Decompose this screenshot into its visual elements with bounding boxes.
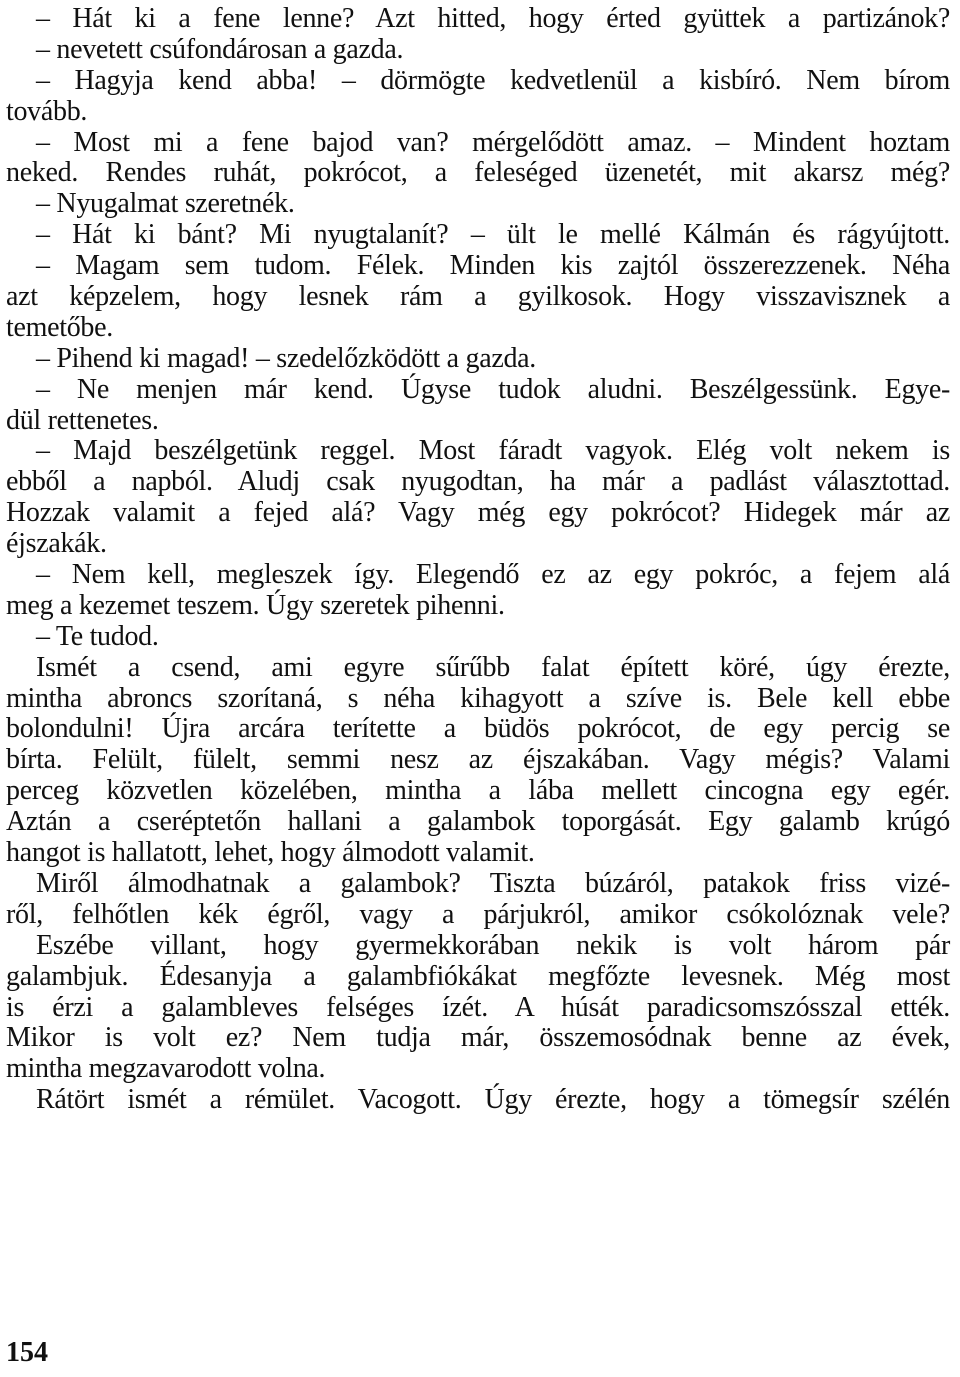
body-text xyxy=(6,4,950,1116)
text-line: Rátört ismét a rémület. Vacogott. Úgy érezte, hogy a tömegsír szélén xyxy=(36,1084,950,1116)
text-line: – nevetett csúfondárosan a gazda. xyxy=(36,33,404,65)
text-line: – Pihend ki magad! – szedelőzködött a gazda. xyxy=(36,342,536,374)
page-number: 154 xyxy=(6,1337,48,1368)
text-line: perceg közvetlen közelében, mintha a lába mellett cincogna egy egér. xyxy=(6,775,950,807)
text-line: Mikor is volt ez? Nem tudja már, összemosódnak benne az évek, xyxy=(6,1022,950,1054)
text-line: – Hagyja kend abba! – dörmögte kedvetlenül a kisbíró. Nem bírom xyxy=(36,64,950,96)
text-line: bolondulni! Újra arcára terítette a büdös pokrócot, de egy percig se xyxy=(6,713,950,745)
text-line: – Ne menjen már kend. Úgyse tudok aludni. Beszélgessünk. Egye- xyxy=(36,373,950,405)
text-line: is érzi a galambleves felséges ízét. A húsát paradicsomszósszal ették. xyxy=(6,991,950,1023)
text-line: Hozzak valamit a fejed alá? Vagy még egy pokrócot? Hidegek már az xyxy=(6,497,950,529)
text-line: ről, felhőtlen kék égről, vagy a párjukról, amikor csókolóznak vele? xyxy=(6,898,950,930)
text-line: – Nem kell, megleszek így. Elegendő ez az egy pokróc, a fejem alá xyxy=(36,559,950,591)
text-line: Aztán a cseréptetőn hallani a galambok toporgását. Egy galamb krúgó xyxy=(6,806,950,838)
text-line: mintha megzavarodott volna. xyxy=(6,1053,326,1085)
text-line: hangot is hallatott, lehet, hogy álmodott valamit. xyxy=(6,837,535,869)
text-line: – Majd beszélgetünk reggel. Most fáradt vagyok. Elég volt nekem is xyxy=(36,435,950,467)
text-line: – Nyugalmat szeretnék. xyxy=(36,188,295,220)
text-line: mintha abroncs szorítaná, s néha kihagyott a szíve is. Bele kell ebbe xyxy=(6,682,950,714)
text-line: – Hát ki bánt? Mi nyugtalanít? – ült le mellé Kálmán és rágyújtott. xyxy=(36,219,950,251)
text-line: – Magam sem tudom. Félek. Minden kis zajtól összerezzenek. Néha xyxy=(36,250,950,282)
text-line: Ismét a csend, ami egyre sűrűbb falat épített köré, úgy érezte, xyxy=(36,651,950,683)
text-line: neked. Rendes ruhát, pokrócot, a feleséged üzenetét, mit akarsz még? xyxy=(6,157,950,189)
text-line: bírta. Felült, fülelt, semmi nesz az éjszakában. Vagy mégis? Valami xyxy=(6,744,950,776)
text-line: azt képzelem, hogy lesnek rám a gyilkosok. Hogy visszavisznek a xyxy=(6,281,950,313)
text-line: tovább. xyxy=(6,95,88,127)
text-line: – Most mi a fene bajod van? mérgelődött amaz. – Mindent hoztam xyxy=(36,126,950,158)
text-line: galambjuk. Édesanyja a galambfiókákat megfőzte levesnek. Még most xyxy=(6,960,950,992)
text-line: – Hát ki a fene lenne? Azt hitted, hogy érted gyüttek a partizánok? xyxy=(36,3,950,34)
text-line: – Te tudod. xyxy=(36,620,159,652)
text-line: Eszébe villant, hogy gyermekkorában nekik is volt három pár xyxy=(36,929,950,961)
text-line: temetőbe. xyxy=(6,311,113,343)
text-line: dül rettenetes. xyxy=(6,404,159,436)
text-line: éjszakák. xyxy=(6,528,107,560)
text-line: ebből a napból. Aludj csak nyugodtan, ha már a padlást választottad. xyxy=(6,466,950,498)
text-line: meg a kezemet teszem. Úgy szeretek pihenni. xyxy=(6,589,505,621)
text-line: Miről álmodhatnak a galambok? Tiszta búzáról, patakok friss vizé- xyxy=(36,867,950,899)
